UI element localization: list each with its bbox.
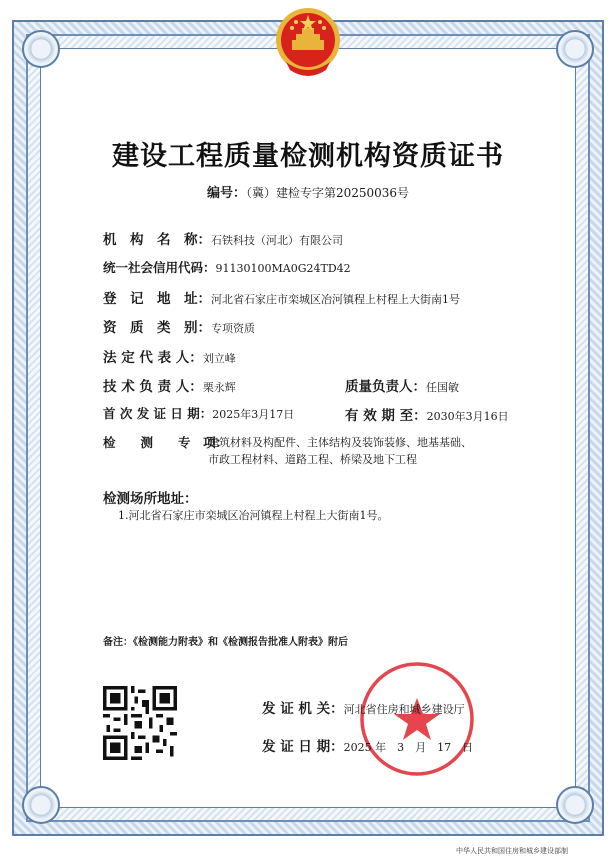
scope-line: 市政工程材料、道路工程、桥梁及地下工程 xyxy=(208,453,417,466)
issue-label: 发 证 日 期： xyxy=(262,739,344,755)
valid-until-label: 有 效 期 至： xyxy=(345,408,427,424)
issue-value: 2025 年 3 月 17 日 xyxy=(343,741,474,754)
corner-ornament xyxy=(22,786,60,824)
credit-code-value: 91130100MA0G24TD42 xyxy=(215,262,351,275)
issue-row xyxy=(262,735,473,755)
scope-value xyxy=(208,434,518,468)
official-seal xyxy=(358,660,476,778)
national-emblem-icon xyxy=(272,6,344,76)
credit-code-row xyxy=(103,258,351,276)
address-label: 登 记 地 址： xyxy=(103,291,211,307)
issue-date-label: 首 次 发 证 日 期： xyxy=(103,406,213,421)
issuer-row xyxy=(262,697,465,717)
tech-lead-row xyxy=(103,375,236,395)
address-value: 河北省石家庄市栾城区冶河镇程上村程上大街南1号 xyxy=(211,293,460,306)
certificate-number-value: （冀）建检专字第20250036号 xyxy=(245,186,410,200)
issue-date-row xyxy=(103,404,294,422)
issue-date-value: 2025年3月17日 xyxy=(212,408,295,421)
quality-lead-value: 任国敏 xyxy=(426,381,459,394)
address-row xyxy=(103,287,460,307)
test-site-item: 1.河北省石家庄市栾城区冶河镇程上村程上大街南1号。 xyxy=(118,509,389,522)
qualification-row xyxy=(103,316,255,336)
issuer-value: 河北省住房和城乡建设厅 xyxy=(343,703,465,716)
issuer-label: 发 证 机 关： xyxy=(262,701,344,717)
quality-lead-label: 质量负责人： xyxy=(345,379,426,395)
quality-lead-row xyxy=(345,375,459,395)
qualification-label: 资 质 类 别： xyxy=(103,320,211,336)
institution-label: 机 构 名 称： xyxy=(103,232,211,248)
remarks-note: 备注：《检测能力附表》和《检测报告批准人附表》附后 xyxy=(103,637,348,648)
qualification-value: 专项资质 xyxy=(211,322,255,335)
valid-until-row xyxy=(345,404,509,424)
legal-rep-label: 法 定 代 表 人： xyxy=(103,350,203,366)
scope-label: 检 测 专 项： xyxy=(103,435,229,450)
corner-ornament xyxy=(556,30,594,68)
tech-lead-value: 栗永辉 xyxy=(202,381,236,394)
test-sites-label: 检测场所地址： xyxy=(103,491,198,507)
scope-line: 建筑材料及构配件、主体结构及装饰装修、地基基础、 xyxy=(208,436,472,449)
certificate-number xyxy=(0,182,616,201)
certificate-number-label: 编号： xyxy=(206,186,246,201)
valid-until-value: 2030年3月16日 xyxy=(426,410,509,423)
corner-ornament xyxy=(556,786,594,824)
document-title: 建设工程质量检测机构资质证书 xyxy=(112,141,504,172)
legal-rep-value: 刘立峰 xyxy=(202,352,236,365)
test-sites-heading xyxy=(103,487,198,507)
corner-ornament xyxy=(22,30,60,68)
credit-code-label: 统一社会信用代码： xyxy=(103,260,216,275)
institution-value: 石铁科技（河北）有限公司 xyxy=(211,234,343,247)
footer-issuer: 中华人民共和国住房和城乡建设部制 xyxy=(456,847,568,855)
tech-lead-label: 技 术 负 责 人： xyxy=(103,379,203,395)
qr-code[interactable] xyxy=(103,686,177,760)
legal-rep-row xyxy=(103,346,236,366)
institution-row xyxy=(103,228,343,248)
